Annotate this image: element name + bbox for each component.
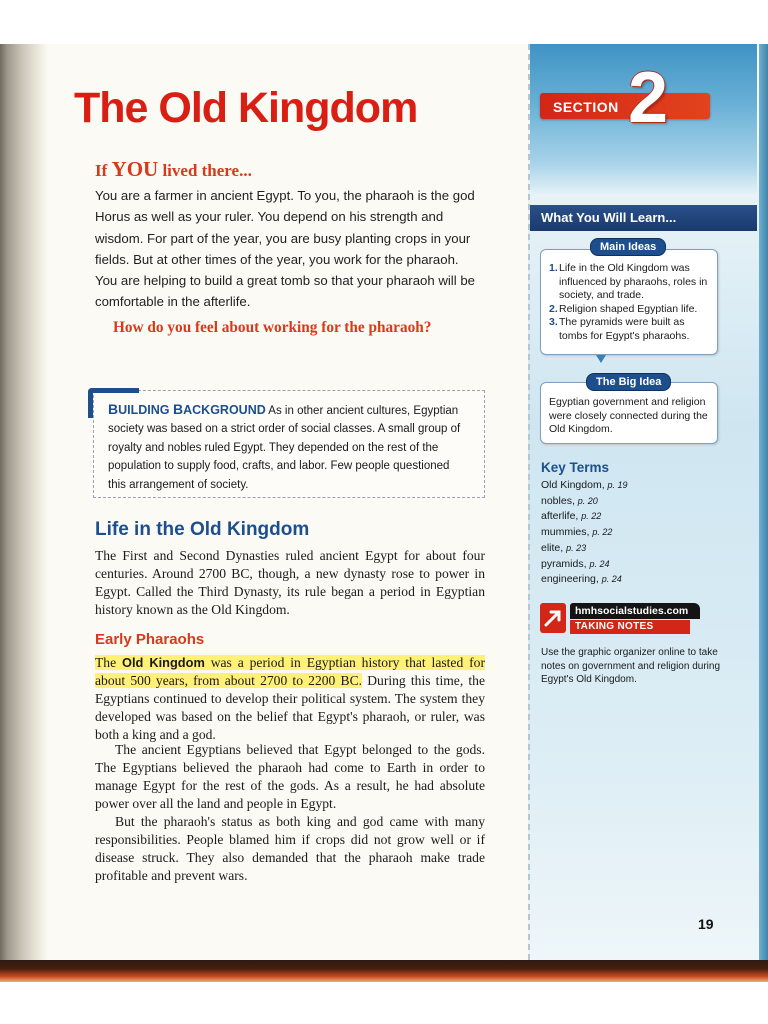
building-background-bracket-side [88,392,93,418]
paragraph-rest: During this time, the Egyptians continued to develop their political system. The system they developed was based on the belief that Egypt's pharaoh, or ruler, was both a king and a god. [95,672,485,742]
early-pharaohs-heading: Early Pharaohs [95,631,205,648]
arrow-down-icon [596,355,606,363]
building-background-label [108,403,266,417]
big-idea-text: Egyptian government and religion were closely connected during the Old Kingdom. [549,396,708,435]
key-term-page: p. 20 [577,495,598,506]
key-term: nobles, [541,494,575,507]
key-terms-heading: Key Terms [541,460,610,475]
bb-cap-b2: B [172,401,184,417]
intro-paragraph: You are a farmer in ancient Egypt. To you, the pharaoh is the god Horus as well as your ruler. You depend on his strength and wisdom. For part of the year, you are busy planting crops in your fields. But at other times of the year, you work for the pharaoh. You are helping to build a great tomb so that your pharaoh will be comfortable in the afterlife. [95,188,476,310]
life-paragraph: The First and Second Dynasties ruled ancient Egypt for about four centuries. Around 2700 BC, though, a new dynasty rose to power in Egypt. Called the Third Dynasty, its rule began a period in Egyptian history known as the Old Kingdom. [95,548,485,617]
key-term-item [541,525,628,541]
life-in-old-kingdom-heading: Life in the Old Kingdom [95,519,310,540]
main-idea-item [549,316,711,343]
main-ideas-label: Main Ideas [590,238,666,256]
key-term-page: p. 24 [601,574,622,585]
taking-notes-url[interactable]: hmhsocialstudies.com [575,605,689,617]
key-term: Old Kingdom, [541,479,605,491]
early-pharaohs-paragraph-2: The ancient Egyptians believed that Egypt belonged to the gods. The Egyptians believed the pharaoh had come to Earth in order to manage Egypt for the rest of the gods. As a result, he had absolute power over all the land and people in Egypt. [95,742,485,811]
key-term-page: p. 24 [589,558,610,569]
building-background-text [108,400,470,494]
early-pharaohs-paragraph-1 [95,654,485,744]
if-you-lived-there-heading [95,157,252,182]
key-term-item [541,557,628,573]
highlight-end: was a period in Egyptian history that lasted for about 500 years, from about 2700 to 2200 BC. [95,655,485,688]
book-edge-bottom [0,960,768,982]
taking-notes-label: TAKING NOTES [575,621,654,632]
key-term-item [541,572,628,588]
main-idea-number: 3. [549,316,558,328]
main-idea-number: 2. [549,302,558,315]
main-idea-item [549,303,711,317]
bb-cap-b: B [108,401,119,417]
page-number: 19 [698,916,714,932]
bb-label-part: UILDING [118,403,173,417]
key-term: elite, [541,541,564,554]
if-you-suffix: lived there... [158,161,252,180]
main-idea-text: Religion shaped Egyptian life. [559,302,698,315]
key-term: afterlife, [541,510,579,523]
scan-margin-bottom [0,982,768,1024]
external-link-icon[interactable] [540,603,566,633]
section-number: 2 [628,58,669,138]
what-you-will-learn-label: What You Will Learn... [541,210,677,225]
key-term-item [541,494,628,510]
main-idea-text: Life in the Old Kingdom was influenced by pharaohs, roles in society, and trade. [559,262,708,301]
arrow-out-icon [540,603,566,633]
main-idea-item [549,262,711,303]
early-pharaohs-paragraph-3: But the pharaoh's status as both king and god came with many responsibilities. People blamed him if crops did not grow well or if disease struck. They also demanded that the pharaoh make trade profitable and prevent wars. [95,814,485,883]
main-idea-number: 1. [549,262,558,274]
building-background-body: As in other ancient cultures, Egyptian society was based on a strict order of social classes. A small group of royalty and nobles ruled Egypt. They depended on the rest of the population to supply food, crafts, and labor. Few people questioned this arrangement of society. [108,405,461,491]
section-label: SECTION [553,99,619,115]
key-term-old-kingdom: Old Kingdom [122,655,205,670]
if-you-prefix: If [95,161,112,180]
key-term: engineering, [541,573,599,586]
if-you-you: YOU [111,157,159,181]
big-idea-label: The Big Idea [586,373,671,391]
book-gutter-shadow [0,44,48,980]
key-term-page: p. 23 [566,542,587,553]
main-idea-text: The pyramids were built as tombs for Egypt's pharaohs. [559,316,690,342]
main-ideas-list [549,262,711,343]
key-term-page: p. 22 [581,511,602,522]
page-title: The Old Kingdom [74,84,418,132]
highlight-start: The [95,655,123,670]
key-term-page: p. 19 [607,480,628,490]
key-term-page: p. 22 [592,527,613,538]
key-term: pyramids, [541,557,587,570]
key-term-item [541,541,628,557]
key-term-item [541,478,628,494]
key-terms-list [541,478,628,588]
intro-question: How do you feel about working for the pharaoh? [113,319,432,336]
taking-notes-text: Use the graphic organizer online to take notes on government and religion during Egypt's Old Kingdom. [541,647,721,685]
bb-label-part2: ACKGROUND [183,403,266,417]
key-term: mummies, [541,526,590,539]
key-term-item [541,509,628,525]
